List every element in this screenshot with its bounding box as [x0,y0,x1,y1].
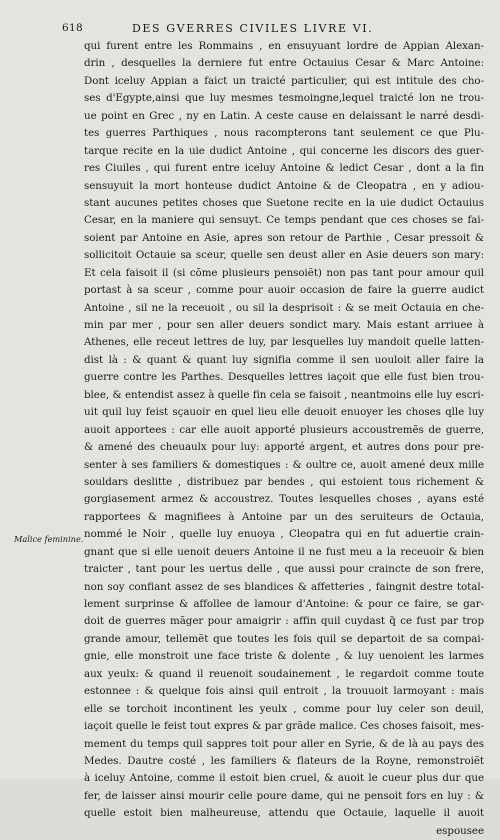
text-line: tarque recite en la uie dudict Antoine , qui concerne les discors des guer- [84,144,484,157]
text-line: uit quil luy feist sçauoir en quel lieu elle deuoit enuoyer les choses qlle luy [84,406,484,419]
text-line: Et cela faisoit il (si cõme plusieurs pensoiẽt) non pas tant pour amour quil [84,266,484,279]
text-line: drin , desquelles la derniere fut entre Octauius Cesar & Marc Antoine: [84,57,484,70]
text-line: blee, & entendist assez à quelle fin cela se faisoit , neantmoins elle luy escri- [84,388,484,401]
text-line: estonnee : & quelque fois ainsi quil entroit , la trouuoit larmoyant : mais [84,685,484,698]
text-line: stant aucunes petites choses que Suetone recite en la uie dudict Octauius [84,196,484,209]
text-line: traicter , tant pour les uertus delle , que aussi pour craincte de son frere, [84,563,484,576]
text-line: soient par Antoine en Asie, apres son retour de Parthie , Cesar pressoit & [84,231,484,244]
margin-note: Malice feminine. [14,534,84,544]
text-line: tes guerres Parthiques , nous racompterons tant seulement ce que Plu- [84,127,484,140]
text-line: gnie, elle monstroit une face triste & dolente , & luy uenoient les larmes [84,650,484,663]
text-line: nommé le Noir , quelle luy enuoya , Cleopatra qui en fut aduertie crain- [84,528,484,541]
text-line: auoit apportees : car elle auoit apporté plusieurs accoustremẽs de guerre, [84,423,484,436]
text-line: res Ciuiles , qui furent entre iceluy Antoine & ledict Cesar , dont a la fin [84,162,484,175]
text-line: aux yeulx: & quand il reuenoit soudainement , le regardoit comme toute [84,667,484,680]
text-line: ue point en Grec , ny en Latin. A ceste cause en delaissant le narré desdi- [84,109,484,122]
text-line: & amené des cheuaulx pour luy: apporté argent, et autres dons pour pre- [84,441,484,454]
text-line: lement surprinse & affollee de lamour d'Antoine: & pour ce faire, se gar- [84,598,484,610]
text-line: quelle estoit bien malheureuse, attendu que Octauie, laquelle il auoit [84,807,484,820]
page-header [0,22,500,38]
text-line: fer, de laisser ainsi mourir celle poure dame, qui ne pensoit fors en luy : & [84,789,484,802]
text-line: doit de guerres mãger pour amaigrir : affin quil cuydast q̃ ce fust par trop [84,615,484,628]
text-line: rapportees & magnifiees à Antoine par un des seruiteurs de Octauia, [84,510,484,523]
text-line: guerre contre les Parthes. Desquelles lettres iaçoit que elle fust bien trou- [84,371,484,384]
text-line: Medes. Dautre costé , les familiers & flateurs de la Royne, remonstroiẽt [84,754,484,767]
text-line: sensuyuit la mort honteuse dudict Antoine & de Cleopatra , en y adiou- [84,179,484,192]
page-number: 618 [62,22,83,34]
text-line: elle se torchoit incontinent les yeulx , comme pour luy celer son deuil, [84,702,484,715]
text-line: Athenes, elle receut lettres de luy, par lesquelles luy mandoit quelle latten- [84,336,484,349]
text-line: grande amour, tellemẽt que toutes les fois quil se departoit de sa compai- [84,632,484,645]
text-line: Dont iceluy Appian a faict un traicté particulier, qui est intitule des cho- [84,74,484,87]
text-line: Cesar, en la maniere qui sensuyt. Ce temps pendant que ces choses se fai- [84,214,484,227]
text-line: à iceluy Antoine, comme il estoit bien cruel, & auoit le cueur plus dur que [84,772,484,785]
text-line: portast à sa sceur , comme pour auoir occasion de faire la guerre audict [84,284,484,297]
text-line: min par mer , pour sen aller deuers sondict mary. Mais estant arriuee à [84,319,484,331]
text-line: souldars deslitte , distribuez par bendes , qui estoient tous richement & [84,475,484,488]
text-line: ses d'Egypte,ainsi que luy mesmes tesmoingne,lequel traicté lon ne trou- [84,92,484,105]
body-text [84,38,484,840]
text-line: iaçoit quelle le feist tout expres & par grãde malice. Ces choses faisoit, mes- [84,720,484,733]
text-line: senter à ses familiers & domestiques : & oultre ce, auoit amené deux mille [84,458,484,471]
text-line: gorgiasement armez & accoustrez. Toutes lesquelles choses , ayans esté [84,493,484,506]
text-line: Antoine , sil ne la receuoit , ou sil la desprisoit : & se meit Octauia en che- [84,301,484,314]
text-line: qui furent entre les Rommains , en ensuyuant lordre de Appian Alexan- [84,40,484,52]
text-line: dist là : & quant & quant luy signifia comme il sen uouloit aller faire la [84,353,484,366]
text-line: mement du temps quil sappres toit pour aller en Syrie, & de là au pays des [84,737,484,750]
text-line: gnant que si elle uenoit deuers Antoine il ne fust meu a la receuoir & bien [84,545,484,558]
text-line: espousee [436,824,484,837]
text-line: non soy confiant assez de ses blandices & affetteries , faingnit destre total- [84,580,484,593]
running-head: DES GVERRES CIVILES LIVRE VI. [132,22,374,35]
text-line: sollicitoit Octauie sa sceur, quelle sen deust aller en Asie deuers son mary: [84,249,484,262]
